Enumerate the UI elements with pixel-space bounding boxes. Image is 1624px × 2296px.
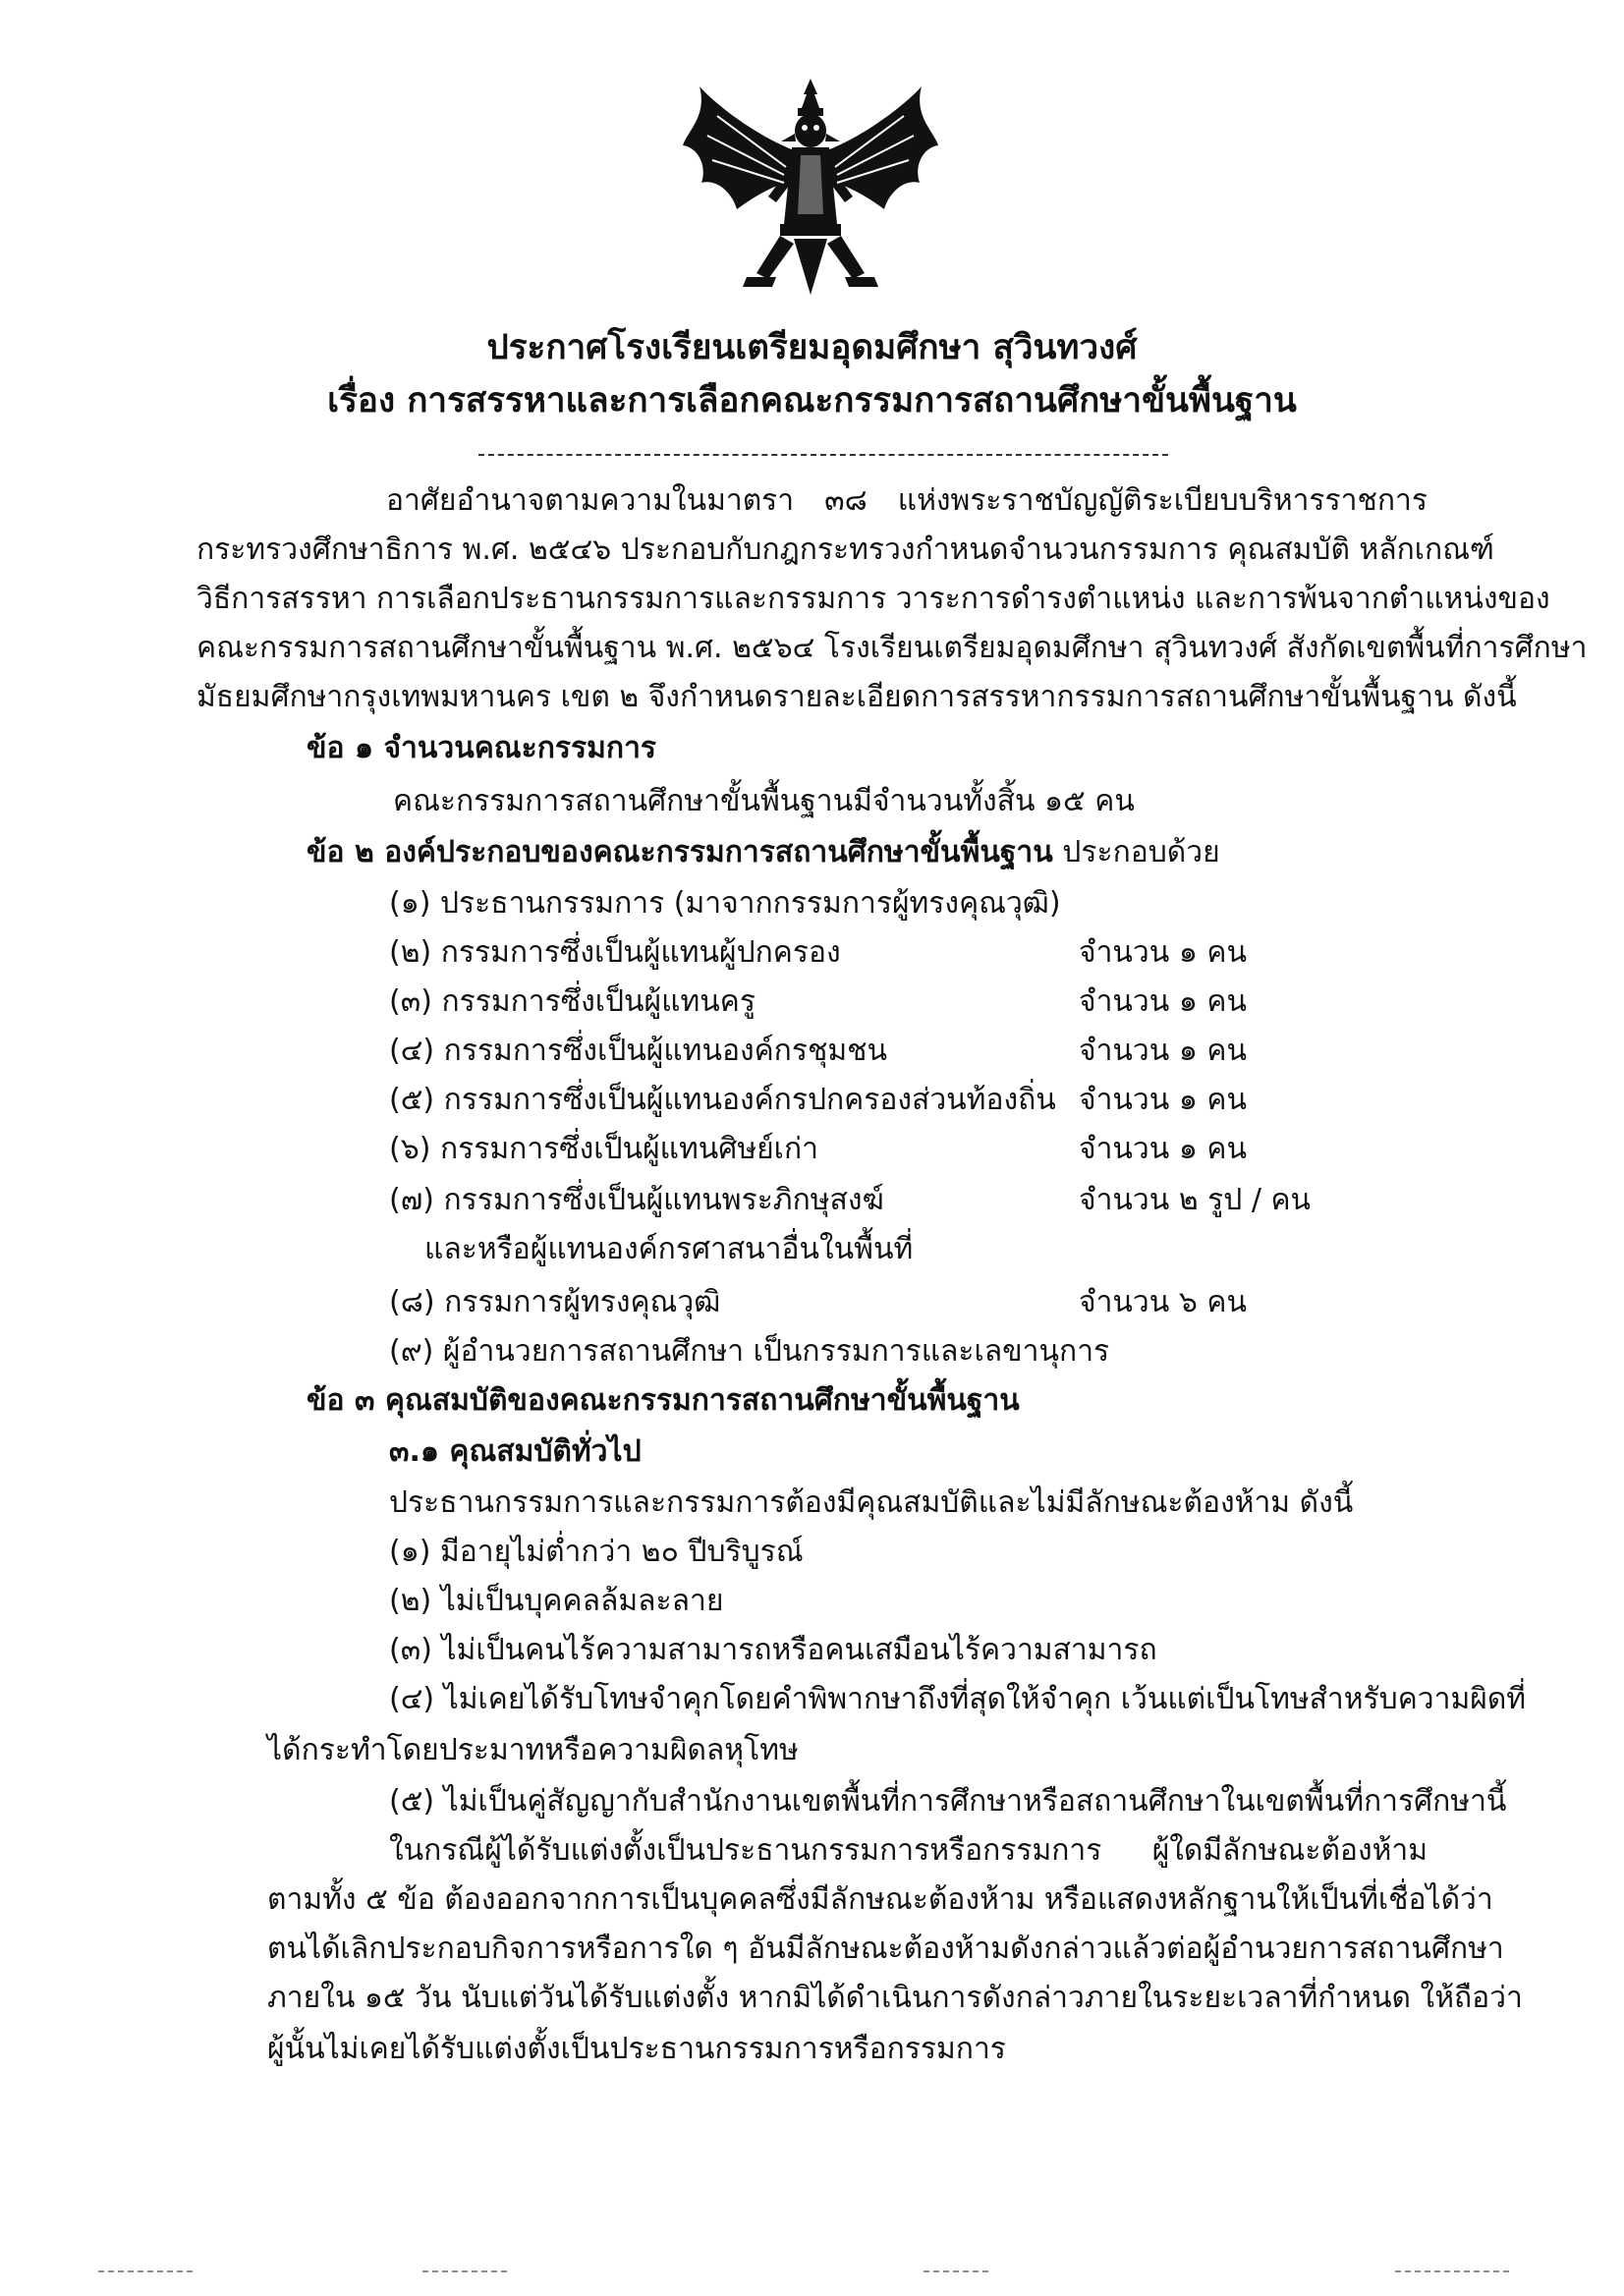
- composition-item: (๖) กรรมการซึ่งเป็นผู้แทนศิษย์เก่า: [389, 1132, 818, 1166]
- separator-line: [478, 454, 1168, 456]
- composition-amount: จำนวน ๑ คน: [1079, 1034, 1247, 1068]
- intro-line: อาศัยอำนาจตามความในมาตรา ๓๘ แห่งพระราชบัญญัติระเบียบบริหารราชการ: [386, 483, 1428, 518]
- composition-item: (๘) กรรมการผู้ทรงคุณวุฒิ: [389, 1285, 721, 1319]
- section3-subheading: ๓.๑ คุณสมบัติทั่วไป: [389, 1434, 642, 1469]
- composition-amount: จำนวน ๑ คน: [1079, 984, 1247, 1019]
- section3-heading: ข้อ ๓ คุณสมบัติของคณะกรรมการสถานศึกษาขั้นพื้นฐาน: [307, 1383, 1020, 1418]
- section2-heading-suffix: ประกอบด้วย: [1052, 835, 1220, 869]
- composition-item: (๔) กรรมการซึ่งเป็นผู้แทนองค์กรชุมชน: [389, 1034, 887, 1068]
- composition-item: (๙) ผู้อำนวยการสถานศึกษา เป็นกรรมการและเลขานุการ: [389, 1334, 1110, 1369]
- composition-item-continuation: และหรือผู้แทนองค์กรศาสนาอื่นในพื้นที่: [424, 1232, 914, 1266]
- document-subject: เรื่อง การสรรหาและการเลือกคณะกรรมการสถานศึกษาขั้นพื้นฐาน: [327, 381, 1297, 420]
- closing-line: ตนได้เลิกประกอบกิจการหรือการใด ๆ อันมีลักษณะต้องห้ามดังกล่าวแล้วต่อผู้อำนวยการสถานศึกษา: [267, 1932, 1504, 1966]
- qualification-item-continuation: ได้กระทำโดยประมาทหรือความผิดลหุโทษ: [267, 1733, 799, 1767]
- scan-edge-marks: [0, 2268, 1624, 2275]
- composition-amount: จำนวน ๖ คน: [1079, 1285, 1247, 1319]
- section1-text: คณะกรรมการสถานศึกษาขั้นพื้นฐานมีจำนวนทั้งสิ้น ๑๕ คน: [393, 784, 1135, 818]
- qualification-item: (๒) ไม่เป็นบุคคลล้มละลาย: [389, 1584, 724, 1618]
- composition-amount: จำนวน ๑ คน: [1079, 1132, 1247, 1166]
- closing-line: ตามทั้ง ๕ ข้อ ต้องออกจากการเป็นบุคคลซึ่งมีลักษณะต้องห้าม หรือแสดงหลักฐานให้เป็นที่เชื่อได้ว่า: [267, 1882, 1493, 1917]
- document-title: ประกาศโรงเรียนเตรียมอุดมศึกษา สุวินทวงศ์: [486, 328, 1138, 367]
- section1-heading: ข้อ ๑ จำนวนคณะกรรมการ: [307, 731, 657, 765]
- qualification-item: (๑) มีอายุไม่ต่ำกว่า ๒๐ ปีบริบูรณ์: [389, 1535, 804, 1569]
- closing-line: ภายใน ๑๕ วัน นับแต่วันได้รับแต่งตั้ง หากมิได้ดำเนินการดังกล่าวภายในระยะเวลาที่กำหนด ให้ถือว่า: [267, 1981, 1523, 2015]
- garuda-emblem-icon: [678, 77, 943, 298]
- composition-item: (๑) ประธานกรรมการ (มาจากกรรมการผู้ทรงคุณวุฒิ): [389, 886, 1061, 921]
- intro-line: กระทรวงศึกษาธิการ พ.ศ. ๒๕๔๖ ประกอบกับกฎกระทรวงกำหนดจำนวนกรรมการ คุณสมบัติ หลักเกณฑ์: [196, 532, 1494, 567]
- section2-heading: ข้อ ๒ องค์ประกอบของคณะกรรมการสถานศึกษาขั้นพื้นฐาน: [307, 835, 1053, 869]
- qualification-item: (๓) ไม่เป็นคนไร้ความสามารถหรือคนเสมือนไร้ความสามารถ: [389, 1633, 1157, 1667]
- section3-lead: ประธานกรรมการและกรรมการต้องมีคุณสมบัติและไม่มีลักษณะต้องห้าม ดังนี้: [389, 1485, 1354, 1520]
- composition-amount: จำนวน ๑ คน: [1079, 1083, 1247, 1117]
- composition-item: (๗) กรรมการซึ่งเป็นผู้แทนพระภิกษุสงฆ์: [389, 1183, 884, 1217]
- intro-line: มัธยมศึกษากรุงเทพมหานคร เขต ๒ จึงกำหนดรายละเอียดการสรรหากรรมการสถานศึกษาขั้นพื้นฐาน ดังนี้: [196, 680, 1517, 714]
- intro-line: วิธีการสรรหา การเลือกประธานกรรมการและกรรมการ วาระการดำรงตำแหน่ง และการพ้นจากตำแหน่งของ: [196, 582, 1550, 616]
- closing-line: ในกรณีผู้ได้รับแต่งตั้งเป็นประธานกรรมการหรือกรรมการ ผู้ใดมีลักษณะต้องห้าม: [389, 1833, 1428, 1868]
- composition-amount: จำนวน ๒ รูป / คน: [1079, 1183, 1312, 1217]
- qualification-item: (๔) ไม่เคยได้รับโทษจำคุกโดยคำพิพากษาถึงที่สุดให้จำคุก เว้นแต่เป็นโทษสำหรับความผิดที่: [389, 1682, 1527, 1716]
- closing-line: ผู้นั้นไม่เคยได้รับแต่งตั้งเป็นประธานกรรมการหรือกรรมการ: [267, 2032, 1006, 2066]
- composition-item: (๓) กรรมการซึ่งเป็นผู้แทนครู: [389, 984, 756, 1019]
- intro-line: คณะกรรมการสถานศึกษาขั้นพื้นฐาน พ.ศ. ๒๕๖๔ โรงเรียนเตรียมอุดมศึกษา สุวินทวงศ์ สังกัดเขตพื้นที่การศึกษา: [196, 631, 1588, 665]
- composition-item: (๕) กรรมการซึ่งเป็นผู้แทนองค์กรปกครองส่วนท้องถิ่น: [389, 1083, 1056, 1117]
- qualification-item: (๕) ไม่เป็นคู่สัญญากับสำนักงานเขตพื้นที่การศึกษาหรือสถานศึกษาในเขตพื้นที่การศึกษานี้: [389, 1784, 1507, 1819]
- section2-heading-line: [307, 831, 1220, 874]
- composition-item: (๒) กรรมการซึ่งเป็นผู้แทนผู้ปกครอง: [389, 935, 841, 970]
- composition-amount: จำนวน ๑ คน: [1079, 935, 1247, 970]
